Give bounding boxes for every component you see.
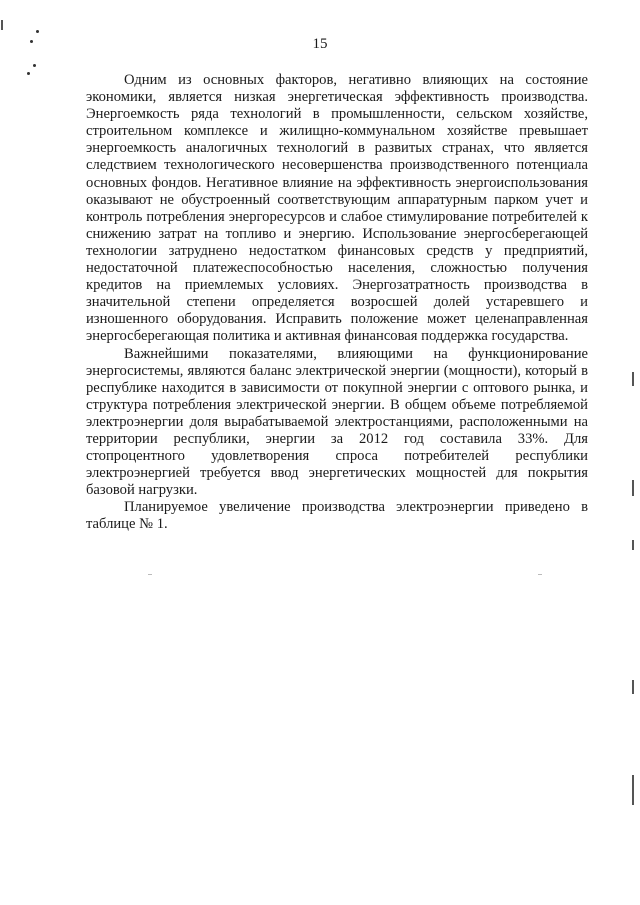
scan-speck — [27, 72, 30, 75]
paragraph-energy-balance: Важнейшими показателями, влияющими на функционирование энергосистемы, являются баланс электрической энергии (мощности), который в республике находится в зависимости от покупной энергии с оптового рынка, и структура потребления электрической энергии. В общем объеме потребляемой электроэнергии доля вырабатываемой электростанциями, расположенными на территории республики, энергии за 2012 год составила 33%. Для стопроцентного удовлетворения спроса потребителей республики электроэнергией требуется ввод энергетических мощностей для покрытия базовой нагрузки. — [86, 345, 588, 499]
scan-speck — [36, 30, 39, 33]
scan-faint-line — [148, 574, 152, 575]
scan-edge-mark — [632, 540, 634, 550]
scan-edge-mark — [632, 372, 634, 386]
scan-faint-line — [538, 574, 542, 575]
scan-edge-mark — [632, 480, 634, 496]
paragraph-table-reference: Планируемое увеличение производства электроэнергии приведено в таблице № 1. — [86, 499, 588, 533]
scan-speck — [33, 64, 36, 67]
paragraph-energy-efficiency: Одним из основных факторов, негативно влияющих на состояние экономики, является низкая энергетическая эффективность производства. Энергоемкость ряда технологий в промышленности, сельском хозяйстве, строительном комплексе и жилищно-коммунальном хозяйстве превышает энергоемкость аналогичных технологий в развитых странах, что является следствием технологического несовершенства производственного потенциала основных фондов. Негативное влияние на эффективность энергоиспользования оказывают не обустроенный соответствующим аппаратурным парком учет и контроль потребления энергоресурсов и слабое стимулирование потребителей к снижению затрат на топливо и энергию. Использование энергосберегающей технологии затруднено недостатком финансовых средств у предприятий, недостаточной платежеспособностью населения, сложностью получения кредитов на приемлемых условиях. Энергозатратность производства в значительной степени определяется возросшей долей устаревшего и изношенного оборудования. Исправить положение может целенаправленная энергосберегающая политика и активная финансовая поддержка государства. — [86, 72, 588, 345]
scan-edge-mark — [1, 20, 3, 30]
scan-edge-mark — [632, 775, 634, 805]
body-text — [86, 72, 588, 534]
scan-speck — [30, 40, 33, 43]
scan-edge-mark — [632, 680, 634, 694]
page-number: 15 — [312, 36, 328, 52]
